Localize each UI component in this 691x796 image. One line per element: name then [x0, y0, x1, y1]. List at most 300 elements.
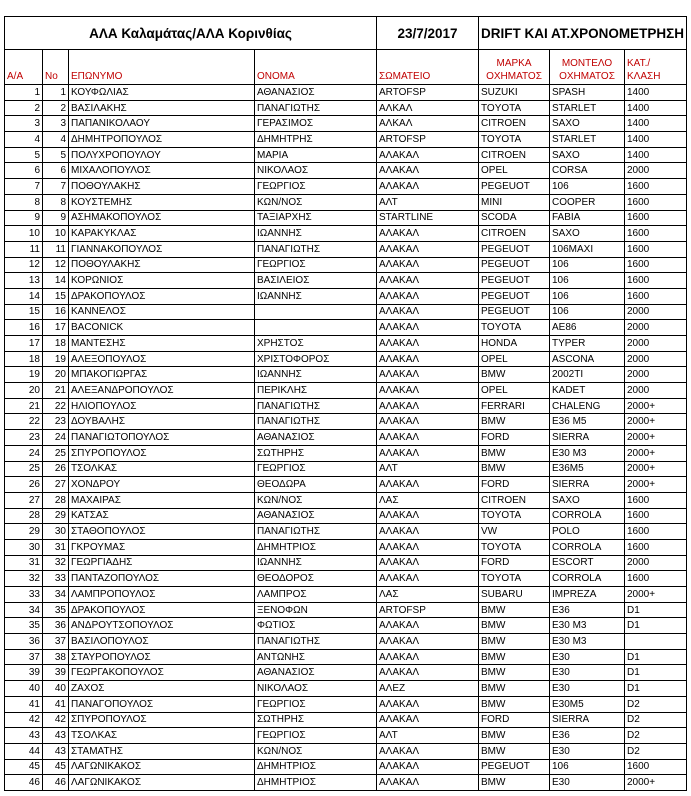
- cell-category: 2000+: [625, 430, 687, 446]
- header-model-line1: ΜΟΝΤΕΛΟ: [561, 58, 613, 69]
- cell-no: 28: [43, 492, 69, 508]
- cell-club: ΑΛΑΚΑΛ: [377, 508, 479, 524]
- cell-name: ΓΕΩΡΓΙΟΣ: [255, 461, 377, 477]
- cell-model: FABIA: [550, 210, 625, 226]
- cell-aa: 15: [5, 304, 43, 320]
- cell-aa: 42: [5, 712, 43, 728]
- cell-name: ΠΑΝΑΓΙΩΤΗΣ: [255, 241, 377, 257]
- cell-name: ΔΗΜΗΤΡΙΟΣ: [255, 539, 377, 555]
- cell-category: 2000: [625, 320, 687, 336]
- cell-no: 36: [43, 618, 69, 634]
- cell-no: 9: [43, 210, 69, 226]
- cell-aa: 36: [5, 634, 43, 650]
- cell-name: ΧΡΙΣΤΟΦΟΡΟΣ: [255, 351, 377, 367]
- cell-club: ΑΛΑΚΑΛ: [377, 775, 479, 791]
- cell-surname: ΠΑΝΑΓΙΩΤΟΠΟΥΛΟΣ: [69, 430, 255, 446]
- cell-no: 31: [43, 539, 69, 555]
- cell-make: OPEL: [479, 163, 550, 179]
- cell-aa: 22: [5, 414, 43, 430]
- cell-surname: ΜΑΝΤΕΣΗΣ: [69, 336, 255, 352]
- cell-category: D2: [625, 728, 687, 744]
- cell-model: SIERRA: [550, 712, 625, 728]
- cell-club: ΑΛΑΚΑΛ: [377, 634, 479, 650]
- cell-make: BMW: [479, 665, 550, 681]
- cell-surname: ΣΤΑΥΡΟΠΟΥΛΟΣ: [69, 649, 255, 665]
- cell-name: ΙΩΑΝΝΗΣ: [255, 555, 377, 571]
- cell-aa: 2: [5, 100, 43, 116]
- cell-aa: 35: [5, 618, 43, 634]
- cell-category: 1600: [625, 257, 687, 273]
- cell-club: ΑΛΑΚΑΛ: [377, 414, 479, 430]
- cell-surname: ΧΟΝΔΡΟΥ: [69, 477, 255, 493]
- cell-club: ΑΛΑΚΑΛ: [377, 571, 479, 587]
- cell-club: ΑΛΑΚΑΛ: [377, 257, 479, 273]
- cell-model: IMPREZA: [550, 587, 625, 603]
- cell-surname: ΚΟΡΩΝΙΟΣ: [69, 273, 255, 289]
- cell-aa: 4: [5, 132, 43, 148]
- cell-no: 26: [43, 461, 69, 477]
- cell-make: CITROEN: [479, 226, 550, 242]
- cell-model: 106: [550, 179, 625, 195]
- table-row: [5, 100, 687, 116]
- cell-club: ΑΛΑΚΑΛ: [377, 147, 479, 163]
- table-row: [5, 743, 687, 759]
- cell-surname: ΛΑΓΩΝΙΚΑΚΟΣ: [69, 759, 255, 775]
- cell-category: D2: [625, 696, 687, 712]
- table-row: [5, 226, 687, 242]
- cell-make: BMW: [479, 696, 550, 712]
- cell-model: 106: [550, 759, 625, 775]
- table-row: [5, 696, 687, 712]
- cell-surname: ΠΟΘΟΥΛΑΚΗΣ: [69, 257, 255, 273]
- cell-model: E30: [550, 681, 625, 697]
- cell-make: BMW: [479, 367, 550, 383]
- cell-no: 35: [43, 602, 69, 618]
- cell-aa: 6: [5, 163, 43, 179]
- table-row: [5, 681, 687, 697]
- cell-model: SAXO: [550, 492, 625, 508]
- cell-aa: 5: [5, 147, 43, 163]
- cell-aa: 10: [5, 226, 43, 242]
- cell-make: TOYOTA: [479, 571, 550, 587]
- cell-no: 3: [43, 116, 69, 132]
- cell-model: CORROLA: [550, 571, 625, 587]
- cell-make: BMW: [479, 649, 550, 665]
- cell-model: CHALENG: [550, 398, 625, 414]
- cell-name: ΦΩΤΙΟΣ: [255, 618, 377, 634]
- cell-aa: 45: [5, 759, 43, 775]
- cell-surname: ΑΝΔΡΟΥΤΣΟΠΟΥΛΟΣ: [69, 618, 255, 634]
- cell-club: ΑΛΑΚΑΛ: [377, 351, 479, 367]
- cell-name: ΓΕΩΡΓΙΟΣ: [255, 728, 377, 744]
- cell-club: ΑΛΚΑΛ: [377, 100, 479, 116]
- cell-model: E30 M3: [550, 634, 625, 650]
- cell-model: ESCORT: [550, 555, 625, 571]
- cell-aa: 26: [5, 477, 43, 493]
- cell-no: 8: [43, 194, 69, 210]
- cell-category: 1600: [625, 571, 687, 587]
- cell-surname: ΒΑΣΙΛΟΠΟΥΛΟΣ: [69, 634, 255, 650]
- cell-no: 37: [43, 634, 69, 650]
- cell-name: ΝΙΚΟΛΑΟΣ: [255, 681, 377, 697]
- cell-name: ΚΩΝ/ΝΟΣ: [255, 194, 377, 210]
- cell-club: ARTOFSP: [377, 132, 479, 148]
- cell-club: ΑΛΑΚΑΛ: [377, 696, 479, 712]
- cell-club: ΑΛΑΚΑΛ: [377, 539, 479, 555]
- table-row: [5, 649, 687, 665]
- cell-make: TOYOTA: [479, 100, 550, 116]
- cell-no: 16: [43, 304, 69, 320]
- table-row: [5, 477, 687, 493]
- cell-surname: ΑΣΗΜΑΚΟΠΟΥΛΟΣ: [69, 210, 255, 226]
- cell-aa: 32: [5, 571, 43, 587]
- cell-surname: ΔΗΜΗΤΡΟΠΟΥΛΟΣ: [69, 132, 255, 148]
- cell-make: PEGEUOT: [479, 273, 550, 289]
- cell-no: 23: [43, 414, 69, 430]
- cell-model: CORSA: [550, 163, 625, 179]
- cell-aa: 27: [5, 492, 43, 508]
- cell-club: ARTOFSP: [377, 85, 479, 101]
- cell-category: 2000+: [625, 477, 687, 493]
- cell-category: 2000+: [625, 461, 687, 477]
- cell-model: 106: [550, 288, 625, 304]
- cell-club: ΑΛΑΚΑΛ: [377, 367, 479, 383]
- cell-model: SAXO: [550, 147, 625, 163]
- cell-model: AE86: [550, 320, 625, 336]
- cell-surname: ΠΟΛΥΧΡΟΠΟΥΛΟΥ: [69, 147, 255, 163]
- cell-name: ΑΘΑΝΑΣΙΟΣ: [255, 508, 377, 524]
- cell-surname: ΠΟΘΟΥΛΑΚΗΣ: [69, 179, 255, 195]
- cell-model: E30: [550, 649, 625, 665]
- cell-no: 34: [43, 587, 69, 603]
- cell-make: BMW: [479, 634, 550, 650]
- cell-name: ΓΕΩΡΓΙΟΣ: [255, 696, 377, 712]
- table-row: [5, 210, 687, 226]
- cell-category: 1600: [625, 226, 687, 242]
- cell-name: ΑΘΑΝΑΣΙΟΣ: [255, 665, 377, 681]
- entry-list-sheet: [4, 16, 687, 791]
- cell-model: COOPER: [550, 194, 625, 210]
- cell-surname: ΓΕΩΡΓΑΚΟΠΟΥΛΟΣ: [69, 665, 255, 681]
- cell-category: 2000+: [625, 398, 687, 414]
- cell-surname: ΣΤΑΜΑΤΗΣ: [69, 743, 255, 759]
- table-row: [5, 555, 687, 571]
- header-no: Νο: [43, 50, 69, 85]
- header-category-line1: ΚΑΤ./: [627, 58, 651, 69]
- cell-make: CITROEN: [479, 147, 550, 163]
- cell-category: 2000+: [625, 775, 687, 791]
- cell-model: 2002TI: [550, 367, 625, 383]
- cell-aa: 3: [5, 116, 43, 132]
- cell-no: 10: [43, 226, 69, 242]
- cell-category: 1400: [625, 100, 687, 116]
- cell-surname: BACONICK: [69, 320, 255, 336]
- cell-make: PEGEUOT: [479, 257, 550, 273]
- header-make-line1: ΜΑΡΚΑ: [496, 58, 532, 69]
- cell-category: 2000: [625, 555, 687, 571]
- table-row: [5, 539, 687, 555]
- cell-aa: 11: [5, 241, 43, 257]
- cell-aa: 41: [5, 696, 43, 712]
- cell-category: 2000: [625, 336, 687, 352]
- cell-model: TYPER: [550, 336, 625, 352]
- cell-no: 40: [43, 681, 69, 697]
- table-row: [5, 775, 687, 791]
- cell-aa: 31: [5, 555, 43, 571]
- cell-aa: 18: [5, 351, 43, 367]
- cell-club: ΑΛΑΚΑΛ: [377, 759, 479, 775]
- cell-aa: 25: [5, 461, 43, 477]
- cell-name: ΔΗΜΗΤΡΙΟΣ: [255, 759, 377, 775]
- cell-make: VW: [479, 524, 550, 540]
- cell-model: E36M5: [550, 461, 625, 477]
- table-row: [5, 116, 687, 132]
- cell-make: PEGEUOT: [479, 288, 550, 304]
- cell-name: ΚΩΝ/ΝΟΣ: [255, 743, 377, 759]
- cell-club: ΑΛΑΚΑΛ: [377, 649, 479, 665]
- cell-name: ΠΑΝΑΓΙΩΤΗΣ: [255, 398, 377, 414]
- table-row: [5, 618, 687, 634]
- cell-surname: ΣΤΑΘΟΠΟΥΛΟΣ: [69, 524, 255, 540]
- cell-name: ΜΑΡΙΑ: [255, 147, 377, 163]
- cell-club: ΛΑΣ: [377, 492, 479, 508]
- cell-aa: 7: [5, 179, 43, 195]
- cell-no: 33: [43, 571, 69, 587]
- cell-name: ΘΕΟΔΟΡΟΣ: [255, 571, 377, 587]
- cell-category: [625, 634, 687, 650]
- cell-no: 42: [43, 712, 69, 728]
- cell-name: ΑΘΑΝΑΣΙΟΣ: [255, 85, 377, 101]
- cell-aa: 29: [5, 524, 43, 540]
- cell-club: ΛΑΣ: [377, 587, 479, 603]
- cell-club: ΑΛΑΚΑΛ: [377, 618, 479, 634]
- cell-category: 1600: [625, 179, 687, 195]
- cell-category: D1: [625, 665, 687, 681]
- cell-name: ΔΗΜΗΤΡΙΟΣ: [255, 775, 377, 791]
- cell-no: 30: [43, 524, 69, 540]
- table-row: [5, 320, 687, 336]
- cell-category: 2000: [625, 163, 687, 179]
- cell-club: ΑΛΤ: [377, 194, 479, 210]
- cell-model: E30M5: [550, 696, 625, 712]
- cell-aa: 12: [5, 257, 43, 273]
- cell-make: TOYOTA: [479, 539, 550, 555]
- cell-make: CITROEN: [479, 492, 550, 508]
- cell-no: 43: [43, 743, 69, 759]
- table-row: [5, 398, 687, 414]
- header-category-line2: ΚΛΑΣΗ: [627, 71, 661, 82]
- cell-name: ΑΘΑΝΑΣΙΟΣ: [255, 430, 377, 446]
- header-row: [5, 50, 687, 85]
- cell-aa: 23: [5, 430, 43, 446]
- header-surname: ΕΠΩΝΥΜΟ: [69, 50, 255, 85]
- cell-surname: ΛΑΜΠΡΟΠΟΥΛΟΣ: [69, 587, 255, 603]
- cell-club: ΑΛΑΚΑΛ: [377, 665, 479, 681]
- cell-name: ΚΩΝ/ΝΟΣ: [255, 492, 377, 508]
- cell-make: HONDA: [479, 336, 550, 352]
- table-row: [5, 241, 687, 257]
- cell-club: ΑΛΤ: [377, 461, 479, 477]
- cell-club: ΑΛΑΚΑΛ: [377, 320, 479, 336]
- table-row: [5, 587, 687, 603]
- cell-make: BMW: [479, 681, 550, 697]
- cell-club: ΑΛΑΚΑΛ: [377, 430, 479, 446]
- cell-model: 106: [550, 304, 625, 320]
- cell-make: FORD: [479, 555, 550, 571]
- cell-make: CITROEN: [479, 116, 550, 132]
- cell-no: 25: [43, 445, 69, 461]
- cell-make: PEGEUOT: [479, 179, 550, 195]
- cell-category: 1600: [625, 273, 687, 289]
- cell-category: D1: [625, 602, 687, 618]
- cell-make: FORD: [479, 430, 550, 446]
- cell-model: KADET: [550, 383, 625, 399]
- cell-no: 14: [43, 273, 69, 289]
- cell-make: BMW: [479, 618, 550, 634]
- cell-surname: ΠΑΝΤΑΖΟΠΟΥΛΟΣ: [69, 571, 255, 587]
- cell-surname: ΔΡΑΚΟΠΟΥΛΟΣ: [69, 602, 255, 618]
- header-name: ΟΝΟΜΑ: [255, 50, 377, 85]
- cell-surname: ΓΙΑΝΝΑΚΟΠΟΥΛΟΣ: [69, 241, 255, 257]
- cell-make: TOYOTA: [479, 508, 550, 524]
- cell-category: 1600: [625, 241, 687, 257]
- table-row: [5, 194, 687, 210]
- cell-model: CORROLA: [550, 539, 625, 555]
- cell-name: ΠΑΝΑΓΙΩΤΗΣ: [255, 100, 377, 116]
- cell-category: 2000+: [625, 414, 687, 430]
- cell-club: ΑΛΑΚΑΛ: [377, 524, 479, 540]
- cell-club: ΑΛΑΚΑΛ: [377, 273, 479, 289]
- cell-no: 5: [43, 147, 69, 163]
- cell-no: 15: [43, 288, 69, 304]
- title-row: [5, 17, 687, 50]
- table-row: [5, 571, 687, 587]
- cell-surname: ΣΠΥΡΟΠΟΥΛΟΣ: [69, 712, 255, 728]
- cell-name: ΣΩΤΗΡΗΣ: [255, 445, 377, 461]
- cell-surname: ΜΠΑΚΟΓΙΩΡΓΑΣ: [69, 367, 255, 383]
- table-row: [5, 351, 687, 367]
- cell-make: SUZUKI: [479, 85, 550, 101]
- cell-no: 11: [43, 241, 69, 257]
- cell-name: ΛΑΜΠΡΟΣ: [255, 587, 377, 603]
- cell-name: ΙΩΑΝΝΗΣ: [255, 288, 377, 304]
- cell-surname: ΔΡΑΚΟΠΟΥΛΟΣ: [69, 288, 255, 304]
- cell-name: ΒΑΣΙΛΕΙΟΣ: [255, 273, 377, 289]
- cell-aa: 9: [5, 210, 43, 226]
- cell-no: 4: [43, 132, 69, 148]
- cell-make: BMW: [479, 775, 550, 791]
- table-row: [5, 163, 687, 179]
- cell-no: 24: [43, 430, 69, 446]
- cell-surname: ΚΟΥΦΩΛΙΑΣ: [69, 85, 255, 101]
- cell-model: E30 M3: [550, 618, 625, 634]
- table-row: [5, 288, 687, 304]
- table-row: [5, 712, 687, 728]
- cell-model: E30: [550, 743, 625, 759]
- cell-aa: 37: [5, 649, 43, 665]
- cell-model: SIERRA: [550, 477, 625, 493]
- cell-model: E30 M3: [550, 445, 625, 461]
- cell-no: 7: [43, 179, 69, 195]
- cell-surname: ΣΠΥΡΟΠΟΥΛΟΣ: [69, 445, 255, 461]
- cell-category: D1: [625, 649, 687, 665]
- cell-club: ΑΛΑΚΑΛ: [377, 477, 479, 493]
- cell-club: ΑΛΑΚΑΛ: [377, 383, 479, 399]
- cell-surname: ΔΟΥΒΑΛΗΣ: [69, 414, 255, 430]
- cell-no: 21: [43, 383, 69, 399]
- table-row: [5, 383, 687, 399]
- cell-surname: ΒΑΣΙΛΑΚΗΣ: [69, 100, 255, 116]
- header-aa: Α/Α: [5, 50, 43, 85]
- cell-club: ΑΛΑΚΑΛ: [377, 304, 479, 320]
- cell-model: SIERRA: [550, 430, 625, 446]
- cell-club: ΑΛΑΚΑΛ: [377, 241, 479, 257]
- cell-category: D2: [625, 743, 687, 759]
- cell-aa: 44: [5, 743, 43, 759]
- cell-category: 2000: [625, 367, 687, 383]
- organizers-title: ΑΛΑ Καλαμάτας/ΑΛΑ Κορινθίας: [5, 17, 377, 50]
- cell-name: ΠΑΝΑΓΙΩΤΗΣ: [255, 634, 377, 650]
- header-make-line2: ΟΧΗΜΑΤΟΣ: [486, 71, 542, 82]
- cell-make: TOYOTA: [479, 320, 550, 336]
- cell-make: PEGEUOT: [479, 759, 550, 775]
- cell-aa: 30: [5, 539, 43, 555]
- cell-no: 18: [43, 336, 69, 352]
- cell-model: CORROLA: [550, 508, 625, 524]
- cell-make: PEGEUOT: [479, 304, 550, 320]
- table-row: [5, 492, 687, 508]
- cell-no: 17: [43, 320, 69, 336]
- cell-no: 22: [43, 398, 69, 414]
- cell-make: SCODA: [479, 210, 550, 226]
- cell-category: 1600: [625, 539, 687, 555]
- table-row: [5, 508, 687, 524]
- cell-make: BMW: [479, 728, 550, 744]
- table-row: [5, 132, 687, 148]
- cell-surname: ΚΑΡΑΚΥΚΛΑΣ: [69, 226, 255, 242]
- cell-club: ΑΛΚΑΛ: [377, 116, 479, 132]
- cell-aa: 17: [5, 336, 43, 352]
- cell-category: 1600: [625, 524, 687, 540]
- table-row: [5, 304, 687, 320]
- cell-aa: 14: [5, 288, 43, 304]
- cell-name: ΧΡΗΣΤΟΣ: [255, 336, 377, 352]
- cell-make: MINI: [479, 194, 550, 210]
- cell-surname: ΜΙΧΑΛΟΠΟΥΛΟΣ: [69, 163, 255, 179]
- cell-no: 38: [43, 649, 69, 665]
- cell-model: E36 M5: [550, 414, 625, 430]
- cell-model: POLO: [550, 524, 625, 540]
- cell-club: ΑΛΑΚΑΛ: [377, 179, 479, 195]
- cell-category: 1600: [625, 759, 687, 775]
- cell-category: 1400: [625, 116, 687, 132]
- cell-club: ΑΛΕΖ: [377, 681, 479, 697]
- cell-name: [255, 320, 377, 336]
- cell-category: 2000: [625, 351, 687, 367]
- table-row: [5, 147, 687, 163]
- cell-club: ΑΛΑΚΑΛ: [377, 712, 479, 728]
- cell-no: 41: [43, 696, 69, 712]
- table-row: [5, 336, 687, 352]
- cell-make: OPEL: [479, 351, 550, 367]
- table-row: [5, 665, 687, 681]
- cell-model: E36: [550, 602, 625, 618]
- cell-model: SAXO: [550, 226, 625, 242]
- cell-make: TOYOTA: [479, 132, 550, 148]
- header-make: [479, 50, 550, 85]
- cell-surname: ΚΑΝΝΕΛΟΣ: [69, 304, 255, 320]
- table-row: [5, 85, 687, 101]
